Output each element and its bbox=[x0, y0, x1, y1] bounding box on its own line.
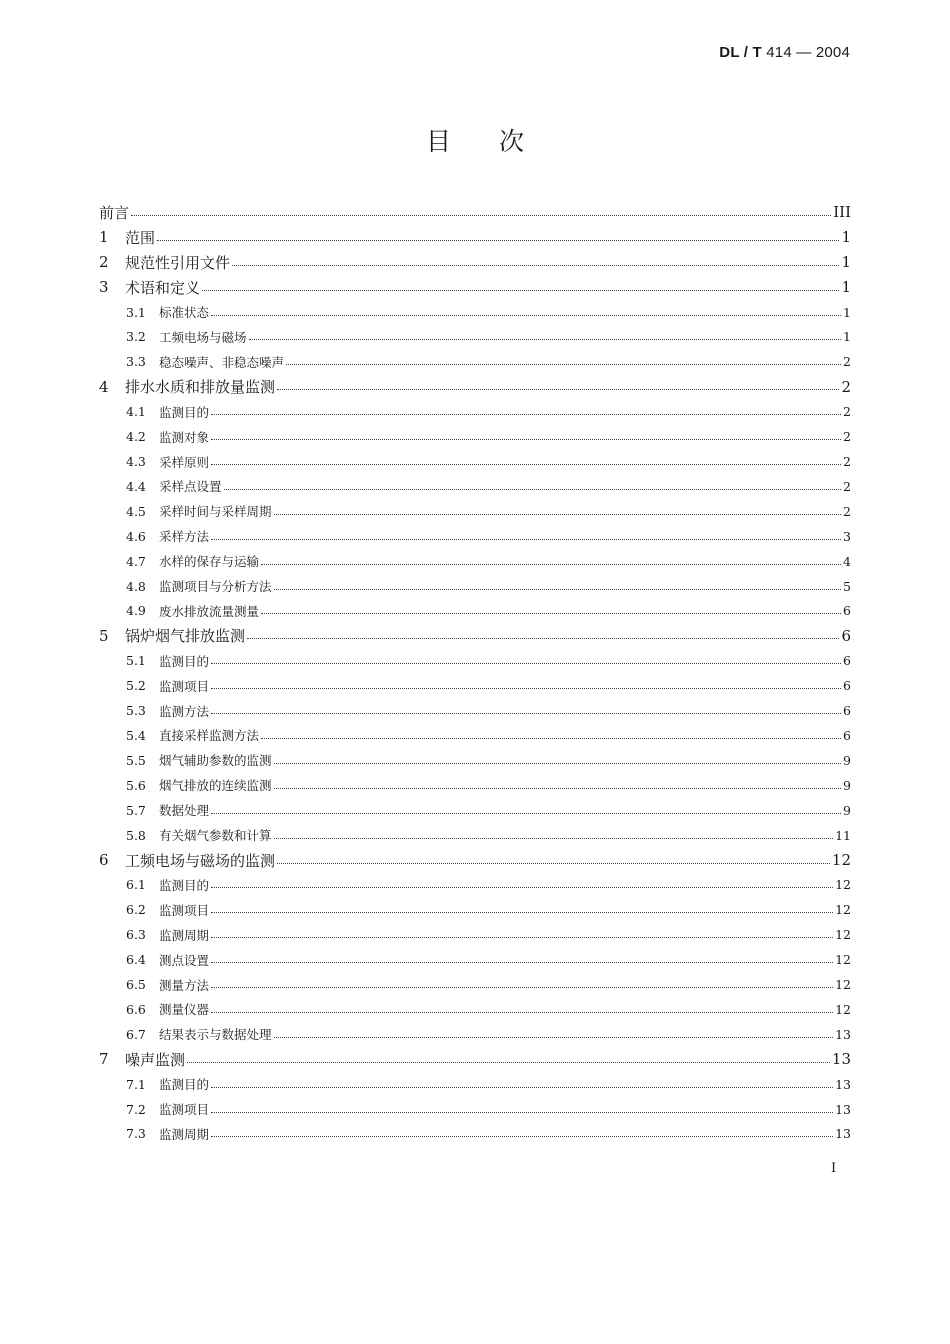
toc-entry-label: 排水水质和排放量监测 bbox=[125, 378, 276, 397]
toc-entry-label: 监测项目 bbox=[159, 902, 210, 918]
toc-entry-number: 5.1 bbox=[126, 653, 146, 669]
toc-leader-dots bbox=[261, 613, 841, 614]
toc-entry-page: 12 bbox=[835, 952, 851, 968]
toc-entry-number: 6.3 bbox=[126, 927, 146, 943]
toc-entry[interactable] bbox=[99, 374, 851, 399]
toc-entry[interactable] bbox=[99, 524, 851, 549]
toc-entry-number: 3.2 bbox=[126, 329, 146, 345]
toc-entry-label: 工频电场与磁场的监测 bbox=[125, 851, 276, 870]
toc-entry-page: 12 bbox=[835, 977, 851, 993]
toc-entry-page: 12 bbox=[835, 877, 851, 893]
toc-entry-number: 6 bbox=[99, 851, 109, 870]
toc-leader-dots bbox=[211, 962, 833, 963]
toc-leader-dots bbox=[211, 1012, 833, 1013]
toc-entry-page: 9 bbox=[843, 777, 851, 793]
toc-entry-number: 6.4 bbox=[126, 952, 146, 968]
toc-leader-dots bbox=[211, 414, 841, 415]
toc-entry-label: 采样方法 bbox=[159, 529, 210, 545]
toc-entry-label: 测量方法 bbox=[159, 977, 210, 993]
toc-leader-dots bbox=[261, 564, 841, 565]
toc-entry[interactable] bbox=[99, 250, 851, 275]
toc-entry[interactable] bbox=[99, 947, 851, 972]
toc-entry[interactable] bbox=[99, 549, 851, 574]
toc-leader-dots bbox=[274, 514, 841, 515]
toc-entry-number: 6.2 bbox=[126, 902, 146, 918]
toc-leader-dots bbox=[211, 1112, 833, 1113]
toc-entry-number: 4.4 bbox=[126, 478, 146, 494]
toc-entry-label: 监测项目 bbox=[159, 1102, 210, 1118]
toc-entry-label: 测点设置 bbox=[159, 952, 210, 968]
toc-entry-label: 监测对象 bbox=[159, 429, 210, 445]
toc-entry-label: 直接采样监测方法 bbox=[159, 728, 260, 744]
toc-entry-page: 2 bbox=[843, 429, 851, 445]
toc-entry-page: 13 bbox=[835, 1101, 851, 1117]
toc-entry[interactable] bbox=[99, 349, 851, 374]
toc-entry-label: 监测目的 bbox=[159, 653, 210, 669]
toc-entry-label: 规范性引用文件 bbox=[125, 253, 231, 272]
toc-entry-number: 3.3 bbox=[126, 354, 146, 370]
toc-entry[interactable] bbox=[99, 922, 851, 947]
toc-entry[interactable] bbox=[99, 748, 851, 773]
toc-leader-dots bbox=[211, 464, 841, 465]
toc-entry[interactable] bbox=[99, 848, 851, 873]
toc-entry-number: 5.8 bbox=[126, 827, 146, 843]
toc-entry-label: 采样时间与采样周期 bbox=[159, 504, 272, 520]
toc-entry-label: 工频电场与磁场 bbox=[159, 329, 247, 345]
toc-leader-dots bbox=[274, 788, 841, 789]
table-of-contents bbox=[99, 200, 851, 1146]
toc-leader-dots bbox=[211, 663, 841, 664]
toc-leader-dots bbox=[274, 763, 841, 764]
toc-entry-page: III bbox=[833, 203, 851, 222]
toc-entry-page: 1 bbox=[841, 228, 851, 247]
toc-entry[interactable] bbox=[99, 897, 851, 922]
toc-entry-label: 监测周期 bbox=[159, 1126, 210, 1142]
toc-entry-page: 12 bbox=[835, 1001, 851, 1017]
toc-entry-number: 2 bbox=[99, 253, 109, 272]
toc-entry-page: 6 bbox=[843, 678, 851, 694]
toc-entry-number: 5.2 bbox=[126, 678, 146, 694]
toc-entry-number: 5.5 bbox=[126, 752, 146, 768]
toc-entry-number: 5.3 bbox=[126, 703, 146, 719]
toc-leader-dots bbox=[187, 1062, 830, 1063]
standard-code bbox=[719, 44, 850, 61]
toc-leader-dots bbox=[211, 813, 841, 814]
toc-entry-number: 6.7 bbox=[126, 1026, 146, 1042]
toc-entry[interactable] bbox=[99, 723, 851, 748]
toc-entry-page: 13 bbox=[835, 1026, 851, 1042]
toc-entry-label: 监测目的 bbox=[159, 877, 210, 893]
toc-entry-label: 监测目的 bbox=[159, 1077, 210, 1093]
toc-entry-label: 术语和定义 bbox=[125, 278, 201, 297]
toc-entry-page: 6 bbox=[843, 703, 851, 719]
toc-entry-page: 1 bbox=[843, 329, 851, 345]
toc-entry-page: 12 bbox=[835, 902, 851, 918]
toc-entry-number: 1 bbox=[99, 228, 109, 247]
toc-entry-page: 6 bbox=[841, 626, 851, 645]
toc-entry[interactable] bbox=[99, 1022, 851, 1047]
toc-leader-dots bbox=[261, 738, 841, 739]
toc-entry[interactable] bbox=[99, 1097, 851, 1122]
toc-entry-number: 7.3 bbox=[126, 1126, 146, 1142]
toc-entry-page: 4 bbox=[843, 553, 851, 569]
toc-entry[interactable] bbox=[99, 648, 851, 673]
toc-entry[interactable] bbox=[99, 325, 851, 350]
toc-entry[interactable] bbox=[99, 474, 851, 499]
toc-entry[interactable] bbox=[99, 599, 851, 624]
toc-entry[interactable] bbox=[99, 499, 851, 524]
toc-entry-number: 5.6 bbox=[126, 777, 146, 793]
toc-entry[interactable] bbox=[99, 997, 851, 1022]
toc-entry-page: 12 bbox=[835, 927, 851, 943]
toc-entry-page: 9 bbox=[843, 802, 851, 818]
toc-leader-dots bbox=[274, 1037, 834, 1038]
toc-entry-number: 7 bbox=[99, 1050, 109, 1069]
toc-entry[interactable] bbox=[99, 275, 851, 300]
toc-entry-number: 4.8 bbox=[126, 578, 146, 594]
toc-entry-page: 1 bbox=[841, 278, 851, 297]
toc-entry-label: 前言 bbox=[99, 203, 130, 222]
toc-entry-number: 4.7 bbox=[126, 553, 146, 569]
toc-entry-label: 测量仪器 bbox=[159, 1002, 210, 1018]
toc-entry[interactable] bbox=[99, 823, 851, 848]
toc-leader-dots bbox=[211, 1087, 833, 1088]
toc-entry[interactable] bbox=[99, 972, 851, 997]
toc-entry-page: 12 bbox=[831, 851, 851, 870]
toc-entry-page: 13 bbox=[831, 1050, 851, 1069]
toc-entry-page: 2 bbox=[843, 454, 851, 470]
toc-entry-page: 1 bbox=[841, 253, 851, 272]
toc-entry-page: 2 bbox=[843, 404, 851, 420]
toc-entry-page: 1 bbox=[843, 304, 851, 320]
toc-entry[interactable] bbox=[99, 225, 851, 250]
toc-entry[interactable] bbox=[99, 449, 851, 474]
toc-entry[interactable] bbox=[99, 872, 851, 897]
toc-leader-dots bbox=[211, 539, 841, 540]
toc-entry-number: 4.6 bbox=[126, 528, 146, 544]
toc-entry[interactable] bbox=[99, 698, 851, 723]
toc-entry-label: 水样的保存与运输 bbox=[159, 554, 260, 570]
page-number: I bbox=[831, 1161, 837, 1176]
toc-leader-dots bbox=[224, 489, 841, 490]
toc-entry-number: 7.2 bbox=[126, 1101, 146, 1117]
toc-leader-dots bbox=[211, 1136, 833, 1137]
toc-entry[interactable] bbox=[99, 798, 851, 823]
toc-entry[interactable] bbox=[99, 1047, 851, 1072]
toc-entry[interactable] bbox=[99, 673, 851, 698]
toc-entry-label: 数据处理 bbox=[159, 803, 210, 819]
toc-leader-dots bbox=[274, 838, 834, 839]
toc-entry-label: 标准状态 bbox=[159, 305, 210, 321]
toc-leader-dots bbox=[277, 389, 839, 390]
toc-entry-label: 监测目的 bbox=[159, 404, 210, 420]
toc-entry-page: 13 bbox=[835, 1076, 851, 1092]
toc-entry-page: 2 bbox=[843, 354, 851, 370]
toc-entry-number: 5.7 bbox=[126, 802, 146, 818]
standard-code-prefix: DL / T bbox=[719, 44, 762, 61]
toc-leader-dots bbox=[274, 589, 841, 590]
toc-entry-label: 结果表示与数据处理 bbox=[159, 1027, 272, 1043]
toc-entry-number: 5 bbox=[99, 626, 109, 645]
toc-leader-dots bbox=[249, 339, 841, 340]
toc-entry-page: 9 bbox=[843, 752, 851, 768]
toc-entry-page: 2 bbox=[843, 503, 851, 519]
toc-entry-number: 4.9 bbox=[126, 603, 146, 619]
toc-entry-page: 6 bbox=[843, 603, 851, 619]
toc-entry-page: 2 bbox=[841, 377, 851, 396]
toc-entry-label: 采样原则 bbox=[159, 454, 210, 470]
toc-leader-dots bbox=[157, 240, 839, 241]
toc-leader-dots bbox=[202, 290, 839, 291]
toc-entry-label: 噪声监测 bbox=[125, 1050, 186, 1069]
page-title: 目次 bbox=[425, 127, 572, 156]
toc-entry-label: 稳态噪声、非稳态噪声 bbox=[159, 354, 285, 370]
toc-entry-number: 6.1 bbox=[126, 877, 146, 893]
toc-entry-number: 7.1 bbox=[126, 1076, 146, 1092]
toc-leader-dots bbox=[286, 364, 841, 365]
toc-entry-page: 6 bbox=[843, 653, 851, 669]
toc-entry[interactable] bbox=[99, 623, 851, 648]
toc-entry-label: 监测方法 bbox=[159, 703, 210, 719]
toc-entry[interactable] bbox=[99, 399, 851, 424]
toc-entry[interactable] bbox=[99, 200, 851, 225]
toc-entry-number: 4.3 bbox=[126, 454, 146, 470]
toc-entry[interactable] bbox=[99, 1072, 851, 1097]
toc-leader-dots bbox=[211, 439, 841, 440]
toc-entry-label: 有关烟气参数和计算 bbox=[159, 828, 272, 844]
toc-entry-page: 3 bbox=[843, 528, 851, 544]
toc-entry-page: 2 bbox=[843, 478, 851, 494]
toc-entry-label: 监测项目 bbox=[159, 678, 210, 694]
toc-leader-dots bbox=[211, 713, 841, 714]
toc-entry-label: 监测周期 bbox=[159, 927, 210, 943]
toc-leader-dots bbox=[131, 215, 831, 216]
toc-entry-number: 4 bbox=[99, 377, 109, 396]
toc-entry-label: 烟气辅助参数的监测 bbox=[159, 753, 272, 769]
toc-entry-number: 6.6 bbox=[126, 1001, 146, 1017]
toc-entry-label: 监测项目与分析方法 bbox=[159, 579, 272, 595]
toc-entry-number: 4.5 bbox=[126, 503, 146, 519]
toc-entry-page: 13 bbox=[835, 1126, 851, 1142]
toc-leader-dots bbox=[277, 863, 830, 864]
standard-code-number: 414 — 2004 bbox=[766, 44, 850, 61]
toc-entry[interactable] bbox=[99, 300, 851, 325]
toc-leader-dots bbox=[211, 937, 833, 938]
toc-entry[interactable] bbox=[99, 1122, 851, 1147]
toc-entry-label: 废水排放流量测量 bbox=[159, 603, 260, 619]
toc-entry-number: 4.2 bbox=[126, 429, 146, 445]
toc-leader-dots bbox=[211, 688, 841, 689]
toc-entry-label: 锅炉烟气排放监测 bbox=[125, 627, 246, 646]
toc-entry[interactable] bbox=[99, 773, 851, 798]
toc-entry-page: 5 bbox=[843, 578, 851, 594]
toc-leader-dots bbox=[211, 315, 841, 316]
toc-leader-dots bbox=[247, 638, 839, 639]
toc-entry-page: 11 bbox=[835, 827, 851, 843]
toc-entry-number: 4.1 bbox=[126, 404, 146, 420]
toc-entry[interactable] bbox=[99, 424, 851, 449]
toc-leader-dots bbox=[211, 987, 833, 988]
toc-leader-dots bbox=[211, 912, 833, 913]
toc-entry-number: 3.1 bbox=[126, 304, 146, 320]
toc-leader-dots bbox=[211, 887, 833, 888]
toc-entry-number: 6.5 bbox=[126, 977, 146, 993]
toc-entry-number: 5.4 bbox=[126, 727, 146, 743]
toc-entry-label: 采样点设置 bbox=[159, 479, 222, 495]
toc-entry-label: 范围 bbox=[125, 228, 156, 247]
toc-entry-number: 3 bbox=[99, 278, 109, 297]
toc-leader-dots bbox=[232, 265, 839, 266]
toc-entry-page: 6 bbox=[843, 727, 851, 743]
toc-entry-label: 烟气排放的连续监测 bbox=[159, 778, 272, 794]
toc-entry[interactable] bbox=[99, 574, 851, 599]
